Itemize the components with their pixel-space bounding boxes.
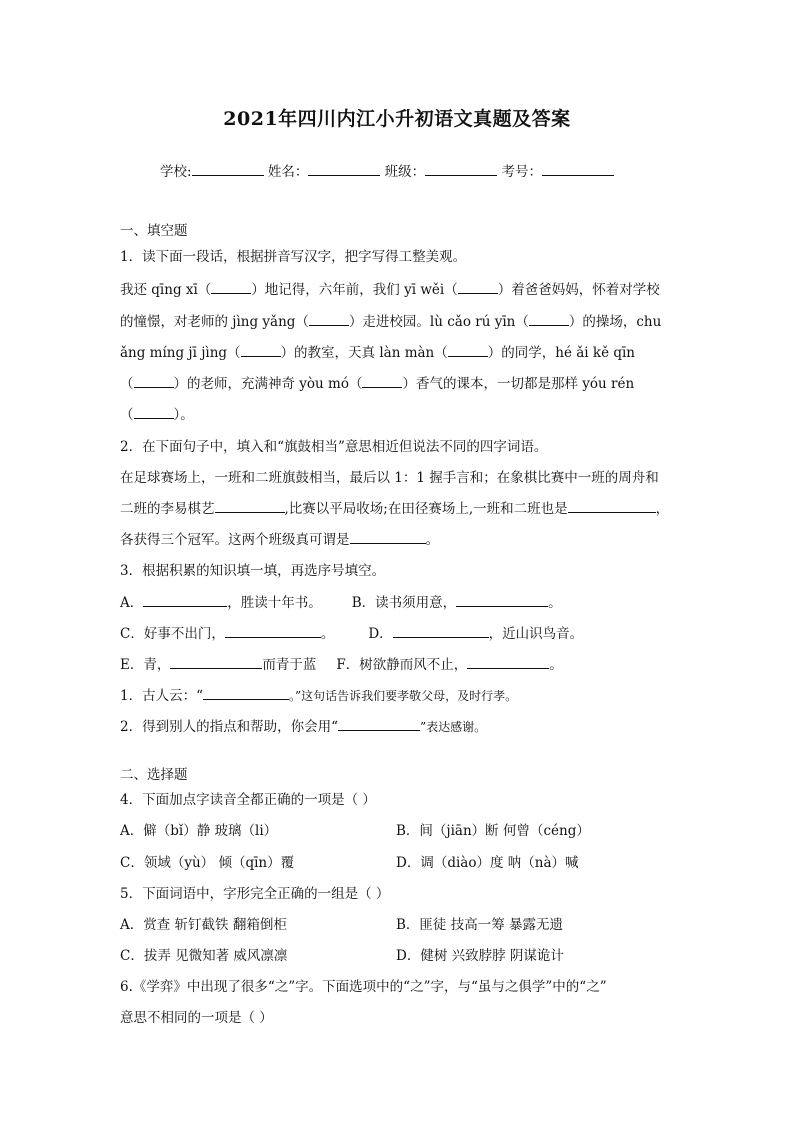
q5-option-c[interactable]: C．拔弄 见微知著 威风凛凛 [120,948,288,964]
q5-row-cd [120,947,680,965]
q1-blank[interactable] [362,375,402,388]
q3-sub-1 [120,687,680,705]
q5-stem: 5．下面词语中，字形完全正确的一组是（ ） [120,886,390,902]
q3-text: E．青， [120,657,171,673]
q3-text: ，胜读十年书。 [227,595,322,611]
q1-text: ）的老师，充满神奇 yòu mó（ [173,376,363,392]
q3-blank[interactable] [203,687,289,700]
q3-text: 而青于蓝 [262,657,317,673]
q1-line-2 [120,313,680,331]
class-label: 班级： [384,164,426,180]
exam-no-field[interactable] [542,163,614,176]
q4-row-cd [120,854,680,872]
q3-blank[interactable] [393,625,489,638]
q1-text: 的憧憬，对老师的 jìng yǎng（ [120,314,309,330]
q1-text: ）香气的课本，一切都是那样 yóu rén [402,376,635,392]
q3-blank[interactable] [467,656,549,669]
q3-text: 。 [549,657,563,673]
q3-text: 。”这句话告诉我们要孝敬父母，及时行孝。 [289,689,518,703]
q3-text: D． [368,626,393,642]
q3-row-ab [120,594,680,612]
q5-row-ab [120,916,680,934]
q2-blank[interactable] [215,500,285,513]
q5-option-a[interactable]: A．赏查 斩钉截铁 翻箱倒柜 [120,917,287,933]
q3-text: B．读书须用意， [351,595,457,611]
q1-text: ）。 [173,407,194,423]
q4-stem: 4．下面加点字读音全都正确的一项是（ ） [120,792,376,808]
q1-text: 我还 qīng xī（ [120,282,212,298]
q3-text: 1．古人云：“ [120,688,203,704]
q3-text: 。 [320,626,335,642]
q1-blank[interactable] [211,281,251,294]
name-field[interactable] [308,163,380,176]
q1-blank[interactable] [448,344,488,357]
school-field[interactable] [192,163,264,176]
q2-text: 二班的李易棋艺 [120,501,215,517]
q4-option-c[interactable]: C．领域（yù） 倾（qīn）覆 [120,855,295,871]
q2-blank[interactable] [568,500,656,513]
q2-stem: 2．在下面句子中，填入和“旗鼓相当”意思相近但说法不同的四字词语。 [120,439,548,455]
exam-no-label: 考号： [501,164,542,180]
q3-text: ，近山识鸟音。 [488,626,584,642]
q2-text: 。 [425,532,439,548]
q1-line-4 [120,375,680,393]
q1-text: （ [120,407,134,423]
q1-blank[interactable] [241,344,281,357]
q3-text: ”表达感谢。 [420,720,487,734]
q1-blank[interactable] [458,281,498,294]
q1-blank[interactable] [134,375,174,388]
q3-stem: 3．根据积累的知识填一填，再选序号填空。 [120,563,386,579]
q3-sub-2 [120,718,680,736]
q3-text: 2．得到别人的指点和帮助，你会用“ [120,719,338,735]
q3-text: F．树欲静而风不止， [336,657,468,673]
q3-blank[interactable] [225,625,321,638]
student-info-line [160,160,660,180]
q2-line-3 [120,531,680,549]
q2-line-1: 在足球赛场上，一班和二班旗鼓相当，最后以 1：1 握手言和；在象棋比赛中一班的周舟和 [120,470,659,486]
q3-blank[interactable] [170,656,262,669]
q2-text: ， [655,501,670,517]
q5-option-b[interactable]: B．匪徒 技高一筹 暴露无遗 [396,917,564,933]
q6-stem-line-1: 6.《学弈》中出现了很多“之”字。下面选项中的“之”字，与“虽与之俱学”中的“之” [120,979,607,995]
q2-line-2 [120,500,680,518]
q1-text: ）地记得，六年前，我们 yī wěi（ [251,282,458,298]
q3-row-cd [120,625,680,643]
q3-blank[interactable] [456,594,548,607]
q2-blank[interactable] [350,531,426,544]
section-heading-choice: 二、选择题 [120,767,188,783]
q1-text: ）着爸爸妈妈，怀着对学校 [497,282,660,298]
q1-text: ）的操场，chu [568,314,662,330]
q1-text: ）的教室，天真 làn màn（ [280,345,448,361]
page-title: 2021年四川内江小升初语文真题及答案 [223,108,571,130]
q1-text: ）的同学，hé ǎi kě qīn [487,345,635,361]
q1-text: （ [120,376,134,392]
q4-option-b[interactable]: B．间（jiān）断 何曾（céng） [396,823,590,839]
q3-text: 。 [548,595,562,611]
q1-line-5 [120,406,680,424]
q2-text: 各获得三个冠军。这两个班级真可谓是 [120,532,350,548]
q1-line-3 [120,344,680,362]
q3-blank[interactable] [143,594,227,607]
q5-option-d[interactable]: D．健树 兴致脖脖 阴谋诡计 [396,948,564,964]
q2-text: ,比赛以平局收场;在田径赛场上,一班和二班也是 [284,501,568,517]
q1-blank[interactable] [529,313,569,326]
school-label: 学校: [160,164,192,180]
q4-row-ab [120,822,680,840]
q4-option-a[interactable]: A．僻（bǐ）静 玻璃（li） [120,823,278,839]
q3-row-ef [120,656,680,674]
name-label: 姓名： [267,164,309,180]
q1-blank[interactable] [134,406,174,419]
q4-option-d[interactable]: D．调（diào）度 呐（nà）喊 [396,855,579,871]
q6-stem-line-2: 意思不相同的一项是（ ） [120,1010,273,1026]
q1-blank[interactable] [309,313,349,326]
section-heading-fill-in: 一、填空题 [120,223,188,239]
class-field[interactable] [425,163,497,176]
q3-blank[interactable] [338,718,420,731]
q1-text: ）走进校园。lù cǎo rú yīn（ [348,314,529,330]
q1-text: ǎng míng jī jìng（ [120,345,241,361]
q3-text: C．好事不出门， [120,626,225,642]
q1-stem: 1．读下面一段话，根据拼音写汉字，把字写得工整美观。 [120,249,467,265]
q1-line-1 [120,281,680,299]
q3-text: A． [120,595,144,611]
